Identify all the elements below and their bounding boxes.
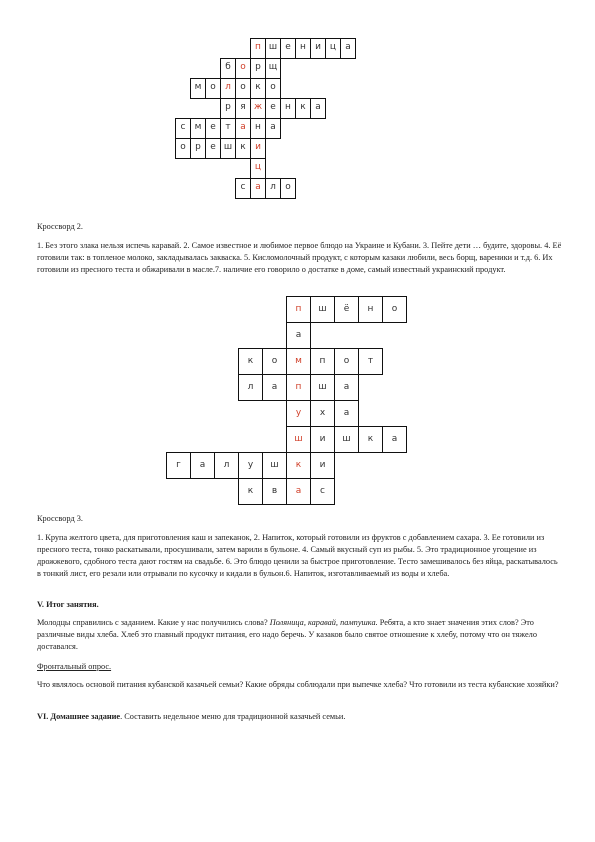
- crossword-1-cell: а: [265, 118, 281, 139]
- crossword-2-cell: к: [238, 478, 263, 505]
- crossword-2-cell: с: [310, 478, 335, 505]
- crossword-1-cell: и: [250, 138, 266, 159]
- crossword-2-cell: п: [286, 296, 311, 323]
- crossword-2-cell: к: [238, 348, 263, 375]
- crossword-1-cell: е: [265, 98, 281, 119]
- crossword-1-cell: а: [250, 178, 266, 199]
- crossword-1-cell: н: [295, 38, 311, 59]
- crossword-2-cell: х: [310, 400, 335, 427]
- section-6-text: . Составить недельное меню для традиционной казачьей семьи.: [120, 712, 346, 721]
- crossword-1-cell: и: [310, 38, 326, 59]
- crossword-2-cell: о: [382, 296, 407, 323]
- crossword-2-cell: л: [214, 452, 239, 479]
- crossword-1-cell: е: [205, 138, 221, 159]
- crossword-1-cell: о: [280, 178, 296, 199]
- crossword-3-caption: Кроссворд 3.: [37, 514, 83, 523]
- section-6-heading: VI. Домашнее задание: [37, 712, 121, 721]
- crossword-1-cell: т: [220, 118, 236, 139]
- crossword-1-cell: ц: [250, 158, 266, 179]
- crossword-1-cell: ш: [220, 138, 236, 159]
- crossword-1-cell: к: [295, 98, 311, 119]
- crossword-2-cell: к: [358, 426, 383, 453]
- crossword-1-cell: ш: [265, 38, 281, 59]
- crossword-1-cell: о: [265, 78, 281, 99]
- crossword-1-cell: а: [235, 118, 251, 139]
- crossword-1-cell: о: [235, 78, 251, 99]
- crossword-2-cell: н: [358, 296, 383, 323]
- section-5-bread-words: Поляница, каравай, пампушка.: [269, 618, 378, 627]
- crossword-2-cell: а: [262, 374, 287, 401]
- crossword-2-cell: у: [238, 452, 263, 479]
- crossword-2-cell: а: [334, 374, 359, 401]
- frontal-survey-text: Что являлось основой питания кубанской казачьей семьи? Какие обряды соблюдали при выпечке хлеба? Что готовили из теста кубанские хозяйки?: [37, 680, 559, 689]
- crossword-2-cell: а: [190, 452, 215, 479]
- crossword-2-cell: а: [382, 426, 407, 453]
- crossword-2-cell: ш: [286, 426, 311, 453]
- crossword-1-cell: ж: [250, 98, 266, 119]
- crossword-2-cell: ё: [334, 296, 359, 323]
- crossword-2-cell: ш: [310, 296, 335, 323]
- crossword-2-cell: ш: [262, 452, 287, 479]
- crossword-2-cell: а: [286, 478, 311, 505]
- crossword-1-cell: о: [235, 58, 251, 79]
- crossword-1-cell: с: [175, 118, 191, 139]
- crossword-1-cell: р: [250, 58, 266, 79]
- crossword-2-cell: а: [286, 322, 311, 349]
- crossword-1-cell: л: [265, 178, 281, 199]
- crossword-1-cell: н: [250, 118, 266, 139]
- crossword-2-clues: 1. Без этого злака нельзя испечь каравай. 2. Самое известное и любимое первое блюдо на Украине и Кубани. 3. Пейте дети … будите, здоровы. 4. Её готовили так: в топленое молоко, закладывалась закваска. 5. Кисломолочный продукт, с которым казаки любили, весь борщ, вареники и т.д. 6. Их готовили из пресного теста и обжаривали в масле.7. наличие его говорило о достатке в доме, самый известный украинский продукт.: [37, 241, 562, 274]
- crossword-2-cell: и: [310, 426, 335, 453]
- crossword-2-cell: ш: [334, 426, 359, 453]
- crossword-1-cell: е: [205, 118, 221, 139]
- crossword-1-cell: л: [220, 78, 236, 99]
- crossword-1-cell: а: [340, 38, 356, 59]
- crossword-1-cell: о: [175, 138, 191, 159]
- crossword-3-clues: 1. Крупа желтого цвета, для приготовления каш и запеканок, 2. Напиток, который готовили из фруктов с добавлением сахара. 3. Ее готовили из пресного теста, тонко раскатывали, просушивали, затем варили в бульоне. 4. Самый вкусный суп из рыбы. 5. Это традиционное угощение из дрожжевого, сдобного теста дают гостям на свадьбе. 6. Это блюдо ценили за быстрое приготовление. Тесто замешивалось без яйца, раскатывалось в тонкий лист, его резали или отрывали по кусочку и кидали в бульон.6. Напиток, изготавливаемый из воды и хлеба.: [37, 533, 558, 578]
- crossword-1-cell: щ: [265, 58, 281, 79]
- crossword-2-cell: г: [166, 452, 191, 479]
- crossword-1-cell: н: [280, 98, 296, 119]
- crossword-1-cell: с: [235, 178, 251, 199]
- crossword-2-cell: т: [358, 348, 383, 375]
- crossword-1-cell: р: [220, 98, 236, 119]
- crossword-2-cell: п: [286, 374, 311, 401]
- frontal-survey-label: Фронтальный опрос.: [37, 662, 112, 671]
- crossword-2-cell: к: [286, 452, 311, 479]
- crossword-1-cell: ц: [325, 38, 341, 59]
- crossword-2-cell: ш: [310, 374, 335, 401]
- section-5-heading: V. Итог занятия.: [37, 600, 99, 609]
- section-6-paragraph: [37, 711, 562, 723]
- crossword-1-cell: к: [235, 138, 251, 159]
- crossword-2-cell: и: [310, 452, 335, 479]
- crossword-2-cell: в: [262, 478, 287, 505]
- crossword-1-cell: м: [190, 78, 206, 99]
- crossword-1-cell: е: [280, 38, 296, 59]
- crossword-2-cell: о: [334, 348, 359, 375]
- crossword-1-cell: п: [250, 38, 266, 59]
- crossword-2-cell: м: [286, 348, 311, 375]
- crossword-1-cell: а: [310, 98, 326, 119]
- section-5-text-b: Ребята, а кто знает значения этих слов? Это различные виды хлеба. Хлеб это главный продукт питания, его надо беречь. У казаков было святое отношение к хлебу, потому что он тяжело доставался.: [37, 618, 537, 651]
- crossword-2-cell: а: [334, 400, 359, 427]
- crossword-2-cell: л: [238, 374, 263, 401]
- crossword-1-cell: я: [235, 98, 251, 119]
- crossword-1-cell: м: [190, 118, 206, 139]
- section-5-text-a: Молодцы справились с заданием. Какие у нас получились слова?: [37, 618, 270, 627]
- section-5-paragraph: [37, 617, 562, 653]
- crossword-2-cell: п: [310, 348, 335, 375]
- crossword-1-cell: р: [190, 138, 206, 159]
- crossword-1-cell: б: [220, 58, 236, 79]
- crossword-2-cell: у: [286, 400, 311, 427]
- crossword-1-cell: к: [250, 78, 266, 99]
- crossword-1-cell: о: [205, 78, 221, 99]
- crossword-2-cell: о: [262, 348, 287, 375]
- crossword-2-caption: Кроссворд 2.: [37, 222, 83, 231]
